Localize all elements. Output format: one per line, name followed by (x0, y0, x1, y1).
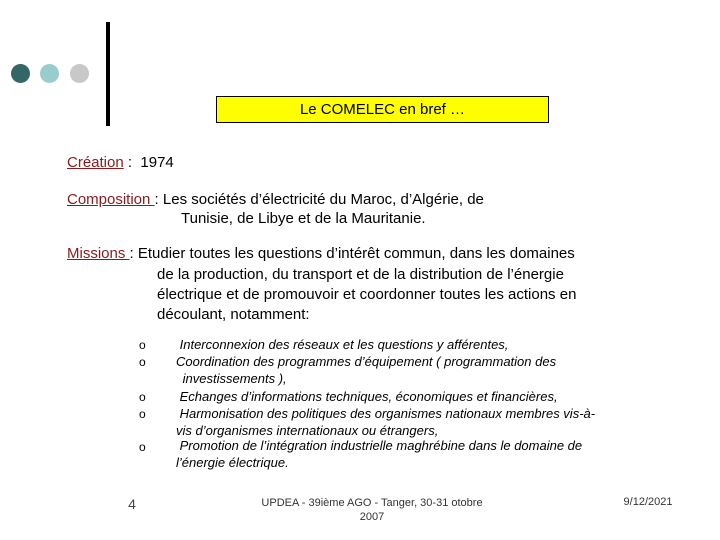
missions-label: Missions (67, 245, 130, 262)
composition-label: Composition (67, 191, 155, 208)
bullet-marker: o (139, 407, 146, 421)
footer-event (246, 496, 498, 524)
footer-date: 9/12/2021 (623, 496, 673, 508)
composition-line1: Les sociétés d’électricité du Maroc, d’Algérie, de (162, 191, 484, 208)
footer-event-line2: 2007 (359, 511, 385, 523)
creation-row (67, 153, 174, 172)
list-item (176, 437, 676, 471)
bullet-text: Interconnexion des réseaux et les questions y afférentes, (176, 337, 509, 352)
list-item (176, 388, 676, 405)
decor-vertical-rule (106, 22, 110, 126)
bullet-marker: o (139, 355, 146, 369)
missions-line2: de la production, du transport et de la distribution de l’énergie (157, 266, 564, 283)
footer-event-line1: UPDEA - 39ième AGO - Tanger, 30-31 otobre (261, 497, 483, 509)
list-item (176, 405, 676, 439)
composition-row (67, 190, 484, 209)
decor-dot-dark (11, 64, 30, 83)
missions-line1: Etudier toutes les questions d’intérêt commun, dans les domaines (137, 245, 575, 262)
missions-line3: électrique et de promouvoir et coordonner toutes les actions en (157, 286, 577, 303)
creation-sep: : (123, 154, 137, 171)
bullet-marker: o (139, 338, 146, 352)
creation-label: Création (67, 154, 124, 171)
bullet-text: Promotion de l’intégration industrielle maghrébine dans le domaine de (176, 438, 583, 453)
list-item (176, 353, 676, 387)
missions-row (67, 244, 575, 263)
decor-dot-gray (70, 64, 89, 83)
missions-sep: : (129, 245, 138, 262)
page-number: 4 (128, 496, 136, 512)
list-item (176, 336, 676, 353)
slide-title: Le COMELEC en bref … (216, 96, 549, 123)
creation-value: 1974 (140, 154, 174, 171)
bullet-text: Coordination des programmes d’équipement ( programmation des (176, 354, 557, 369)
bullet-marker: o (139, 390, 146, 404)
bullet-text-cont: l’énergie électrique. (176, 455, 289, 470)
bullet-text: Harmonisation des politiques des organismes nationaux membres vis-à- (176, 406, 596, 421)
composition-sep: : (154, 191, 163, 208)
bullet-marker: o (139, 440, 146, 454)
composition-line2: Tunisie, de Libye et de la Mauritanie. (181, 210, 426, 227)
missions-line4: découlant, notamment: (157, 306, 310, 323)
decor-dot-teal (40, 64, 59, 83)
bullet-text: Echanges d’informations techniques, économiques et financières, (176, 389, 558, 404)
bullet-text-cont: investissements ), (179, 371, 287, 386)
bullet-text-cont: vis d’organismes internationaux ou étrangers, (176, 423, 439, 438)
